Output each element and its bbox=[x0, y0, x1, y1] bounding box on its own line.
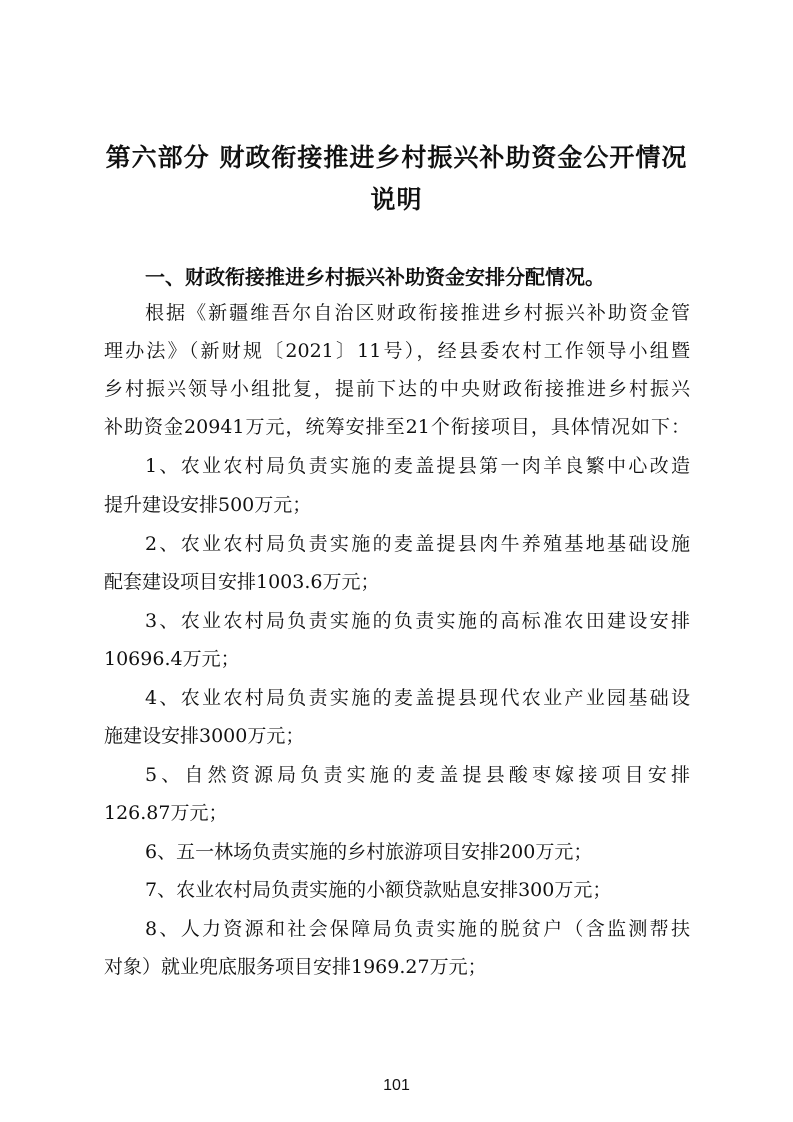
page-number: 101 bbox=[383, 1077, 410, 1094]
intro-line-3: 乡村振兴领导小组批复，提前下达的中央财政衔接推进乡村振兴 bbox=[104, 378, 690, 400]
item-1-line-2: 提升建设安排500万元； bbox=[104, 494, 312, 516]
item-3-line-1: 3、农业农村局负责实施的负责实施的高标准农田建设安排 bbox=[145, 610, 690, 632]
item-4-line-2: 施建设安排3000万元； bbox=[104, 725, 305, 747]
page-title-line-1: 第六部分 财政衔接推进乡村振兴补助资金公开情况 bbox=[105, 143, 688, 172]
page-title-line-2: 说明 bbox=[370, 185, 423, 214]
intro-line-1: 根据《新疆维吾尔自治区财政衔接推进乡村振兴补助资金管 bbox=[145, 302, 690, 324]
item-2-line-1: 2、农业农村局负责实施的麦盖提县肉牛养殖基地基础设施 bbox=[145, 533, 690, 555]
item-1-line-1: 1、农业农村局负责实施的麦盖提县第一肉羊良繁中心改造 bbox=[145, 455, 690, 477]
item-2-line-2: 配套建设项目安排1003.6万元； bbox=[104, 571, 380, 593]
item-4-line-1: 4、农业农村局负责实施的麦盖提县现代农业产业园基础设 bbox=[145, 687, 690, 709]
intro-line-4: 补助资金20941万元，统筹安排至21个衔接项目，具体情况如下： bbox=[104, 416, 690, 438]
item-5-line-2: 126.87万元； bbox=[104, 802, 228, 824]
item-6-line: 6、五一林场负责实施的乡村旅游项目安排200万元； bbox=[145, 841, 593, 863]
item-3-line-2: 10696.4万元； bbox=[104, 648, 240, 670]
item-8-line-1: 8、人力资源和社会保障局负责实施的脱贫户（含监测帮扶 bbox=[145, 918, 690, 940]
item-8-line-2: 对象）就业兜底服务项目安排1969.27万元； bbox=[104, 956, 487, 978]
item-7-line: 7、农业农村局负责实施的小额贷款贴息安排300万元； bbox=[145, 879, 612, 901]
section-heading: 一、财政衔接推进乡村振兴补助资金安排分配情况。 bbox=[145, 265, 605, 289]
item-5-line-1: 5、自然资源局负责实施的麦盖提县酸枣嫁接项目安排 bbox=[145, 764, 690, 786]
intro-line-2: 理办法》（新财规〔2021〕11号），经县委农村工作领导小组暨 bbox=[104, 340, 690, 362]
